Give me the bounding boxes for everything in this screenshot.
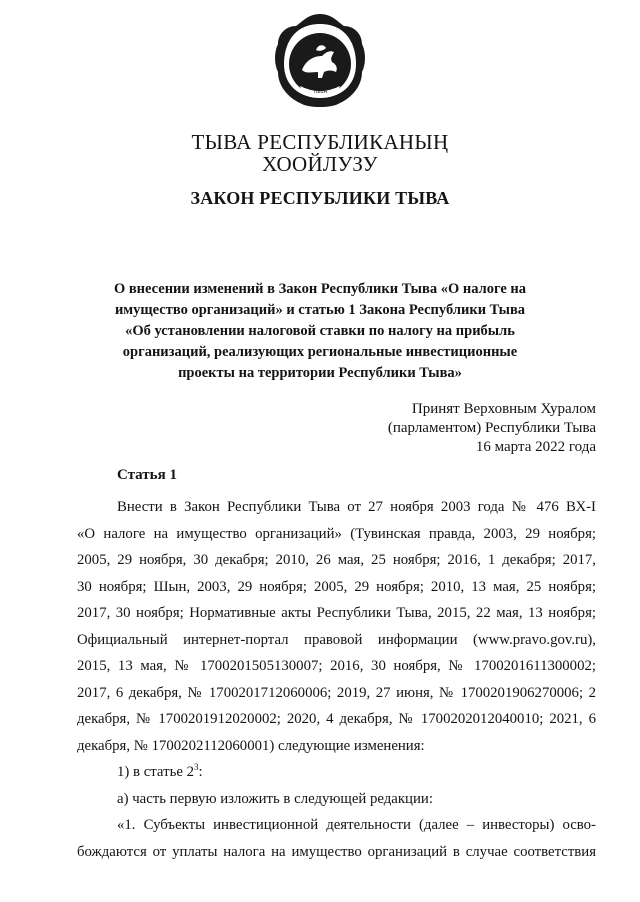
body-line: 2017, 30 ноября; Нормативные акты Республики Тыва, 2015, 22 мая, 13 ноября; <box>77 605 596 621</box>
item-1 <box>77 759 596 786</box>
adoption-line-1: Принят Верховным Хуралом <box>411 401 596 417</box>
subject-line: проекты на территории Республики Тыва» <box>178 365 462 381</box>
coat-of-arms-emblem <box>272 12 368 110</box>
body-line: Официальный интернет-портал правовой информации (www.pravo.gov.ru), <box>77 631 596 648</box>
adoption-line-2: (парламентом) Республики Тыва <box>387 420 596 436</box>
subject-line: «Об установлении налоговой ставки по налогу на прибыль <box>125 323 515 339</box>
item-1-colon: : <box>198 764 203 780</box>
body-line: «О налоге на имущество организаций» (Тувинская правда, 2003, 29 ноября; <box>77 525 596 542</box>
article-heading: Статья 1 <box>117 467 177 483</box>
item-1-text: 1) в статье 2 <box>117 764 194 780</box>
quote-line: бождаются от уплаты налога на имущество организаций в случае соответствия <box>77 843 596 860</box>
parliament-line-1: ТЫВА РЕСПУБЛИКАНЫҢ <box>191 130 449 154</box>
body-line: 2015, 13 мая, № 1700201505130007; 2016, 30 ноября, № 1700201611300002; <box>77 658 596 674</box>
body-line: 2005, 29 ноября, 30 декабря; 2010, 26 мая, 25 ноября; 2016, 1 декабря; 2017, <box>77 552 596 568</box>
subject-line: организаций, реализующих региональные инвестиционные <box>122 344 518 360</box>
parliament-line-2: ХООЙЛУЗУ <box>262 152 378 176</box>
subject-line: имущество организаций» и статью 1 Закона Республики Тыва <box>114 302 526 318</box>
body-line: Внести в Закон Республики Тыва от 27 ноября 2003 года № 476 ВХ-I <box>117 499 596 515</box>
law-title: ЗАКОН РЕСПУБЛИКИ ТЫВА <box>190 188 450 208</box>
parliament-name <box>0 131 640 175</box>
body-line: декабря, № 1700201912020002; 2020, 4 декабря, № 1700202012040010; 2021, 6 <box>77 711 596 727</box>
adoption-note <box>388 400 596 457</box>
body-line: декабря, № 1700202112060001) следующие изменения: <box>77 737 425 754</box>
body-line: 30 ноября; Шын, 2003, 29 ноября; 2005, 29 ноября; 2010, 13 мая, 25 ноября; <box>77 578 596 595</box>
body-line: 2017, 6 декабря, № 1700201712060006; 2019, 27 июня, № 1700201906270006; 2 <box>77 684 596 701</box>
quote-line: «1. Субъекты инвестиционной деятельности (далее – инвесторы) осво- <box>117 817 596 833</box>
adoption-date: 16 марта 2022 года <box>475 439 596 455</box>
subject-line: О внесении изменений в Закон Республики Тыва «О налоге на <box>113 281 527 297</box>
item-1-superscript: 3 <box>194 762 199 772</box>
emblem-ribbon-text: ТЫВА <box>312 89 328 95</box>
item-a: а) часть первую изложить в следующей редакции: <box>117 790 433 807</box>
law-subject <box>100 279 540 384</box>
article-body <box>77 494 596 865</box>
